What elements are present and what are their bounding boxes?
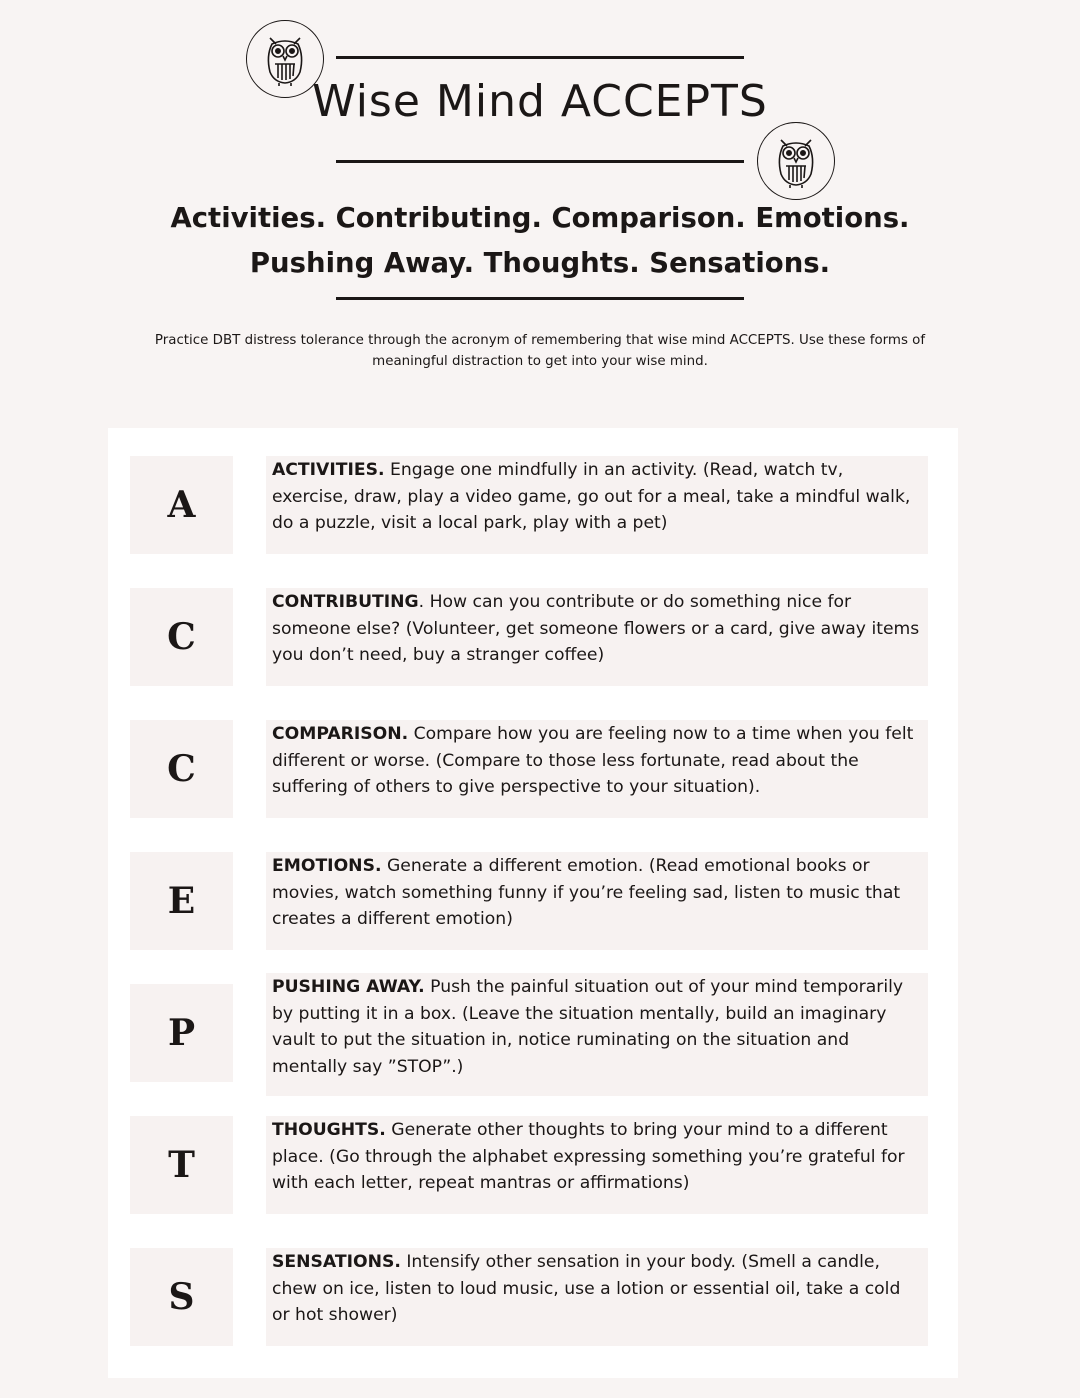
item-heading: ACTIVITIES. (272, 460, 385, 480)
item-heading: SENSATIONS. (272, 1252, 401, 1272)
acronym-letter: P (130, 984, 233, 1082)
item-text: Intensify other sensation in your body. (Smell a candle, chew on ice, listen to loud music, use a lotion or essential oil, take a cold or hot shower) (272, 1252, 901, 1325)
middle-divider (336, 160, 744, 163)
item-description (266, 973, 928, 1096)
accepts-card (108, 428, 958, 1378)
item-description (266, 1248, 928, 1346)
acronym-letter: S (130, 1248, 233, 1346)
item-description (266, 852, 928, 950)
item-text: Push the painful situation out of your mind temporarily by putting it in a box. (Leave the situation mentally, build an imaginary vault to put the situation in, notice ruminating on the situation and mentally say ”STOP”.) (272, 977, 904, 1077)
item-description (266, 1116, 928, 1214)
item-heading: PUSHING AWAY. (272, 977, 425, 997)
bottom-divider (336, 297, 744, 300)
item-text: Engage one mindfully in an activity. (Read, watch tv, exercise, draw, play a video game, go out for a meal, take a mindful walk, do a puzzle, visit a local park, play with a pet) (272, 460, 911, 533)
subtitle-line: Activities. Contributing. Comparison. Emotions. (170, 202, 910, 234)
subtitle (0, 196, 1080, 286)
acronym-letter: E (130, 852, 233, 950)
item-description (266, 588, 928, 686)
top-divider (336, 56, 744, 59)
acronym-letter: T (130, 1116, 233, 1214)
subtitle-line: Pushing Away. Thoughts. Sensations. (249, 247, 831, 279)
item-text: Generate a different emotion. (Read emotional books or movies, watch something funny if you’re feeling sad, listen to music that creates a different emotion) (272, 856, 901, 929)
acronym-letter: A (130, 456, 233, 554)
item-text: . How can you contribute or do something nice for someone else? (Volunteer, get someone flowers or a card, give away items you don’t need, buy a stranger coffee) (272, 592, 920, 665)
item-heading: THOUGHTS. (272, 1120, 386, 1140)
acronym-letter: C (130, 720, 233, 818)
intro-line: meaningful distraction to get into your wise mind. (372, 354, 708, 369)
item-heading: EMOTIONS. (272, 856, 382, 876)
item-heading: CONTRIBUTING (272, 592, 419, 612)
item-text: Compare how you are feeling now to a time when you felt different or worse. (Compare to those less fortunate, read about the suffering of others to give perspective to your situation). (272, 724, 914, 797)
item-description (266, 456, 928, 554)
item-description (266, 720, 928, 818)
item-text: Generate other thoughts to bring your mind to a different place. (Go through the alphabet expressing something you’re grateful for with each letter, repeat mantras or affirmations) (272, 1120, 905, 1193)
intro-text (110, 330, 970, 372)
acronym-letter: C (130, 588, 233, 686)
item-heading: COMPARISON. (272, 724, 409, 744)
page-title: Wise Mind ACCEPTS (312, 76, 768, 127)
owl-icon (757, 122, 835, 200)
intro-line: Practice DBT distress tolerance through the acronym of remembering that wise mind ACCEPTS. Use these forms of (154, 333, 926, 348)
